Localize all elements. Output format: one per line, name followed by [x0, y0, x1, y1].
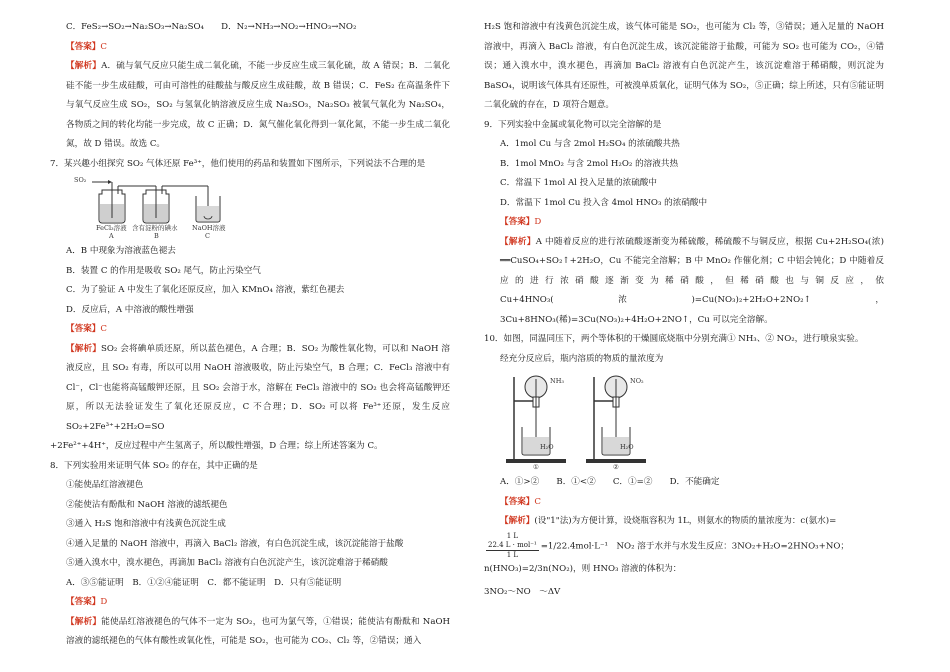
q6-answer — [50, 38, 450, 58]
fraction-top-den: 22.4 L · mol⁻¹ — [488, 540, 537, 549]
q10-answer — [484, 493, 884, 513]
answer-value: C — [100, 41, 107, 52]
label-a: A — [109, 232, 114, 240]
q9-option-d: D．常温下 1mol Cu 投入含 4mol HNO₃ 的浓硝酸中 — [500, 197, 708, 208]
left-column — [50, 18, 450, 652]
q10-stem: 10．如图，同温同压下，两个等体积的干燥圆底烧瓶中分别充满① NH₃、② NO₂，进行喷泉实验。 — [484, 334, 864, 344]
q7-stem: 7．某兴趣小组探究 SO₂ 气体还原 Fe³⁺，他们使用的药品和装置如下图所示，下列说法不合理的是 — [50, 158, 426, 169]
q7-option-a: A．B 中现象为溶液蓝色褪去 — [66, 246, 176, 256]
explanation-tag: 【解析】 — [66, 61, 102, 71]
gas-label-2: NO₂ — [630, 377, 644, 385]
reagent-b: 含有淀粉的碘水 — [132, 224, 178, 232]
q10-equation: 3NO₂～NO ～ΔV — [484, 587, 561, 597]
q7-explanation — [50, 340, 450, 438]
right-column — [484, 18, 884, 603]
q9-option-c: C．常温下 1mol Al 投入足量的浓硫酸中 — [500, 178, 657, 188]
q8-explanation — [50, 613, 450, 652]
q9-stem: 9．下列实验中金属或氧化物可以完全溶解的是 — [484, 119, 662, 130]
answer-tag: 【答案】 — [66, 324, 101, 334]
water-label-2: H₂O — [620, 443, 634, 451]
q10-formula-line — [484, 532, 884, 560]
q6-options-cd: C．FeS₂→SO₂→Na₂SO₃→Na₂SO₄ D．N₂→NH₃→NO₂→HNO₃→NO₂ — [66, 22, 357, 32]
q8-item-3: ③通入 H₂S 饱和溶液中有浅黄色沉淀生成 — [66, 519, 226, 529]
label-c: C — [205, 232, 210, 240]
q10-stem-cont: 经充分反应后，瓶内溶质的物质的量浓度为 — [500, 353, 664, 364]
q10-options: A．①>② B．①<② C．①=② D．不能确定 — [500, 477, 720, 487]
answer-value: C — [534, 496, 541, 507]
q7-apparatus-figure — [74, 176, 450, 238]
q8-item-4: ④通入足量的 NaOH 溶液中，再滴入 BaCl₂ 溶液，有白色沉淀生成，该沉淀能溶于盐酸 — [66, 538, 404, 549]
figure-number-2: ② — [613, 463, 619, 471]
q8-answer — [50, 593, 450, 613]
q7-option-b: B．装置 C 的作用是吸收 SO₂ 尾气，防止污染空气 — [66, 265, 261, 276]
explanation-text: (设"1"法)为方便计算，设烧瓶容积为 1L，则氨水的物质的量浓度为：c(氨水)= — [534, 516, 837, 526]
q7-option-d: D．反应后，A 中溶液的酸性增强 — [66, 304, 194, 315]
gas-label-1: NH₃ — [550, 377, 564, 385]
answer-tag: 【答案】 — [66, 597, 101, 607]
explanation-text: A 中随着反应的进行浓硫酸逐渐变为稀硫酸，稀硫酸不与铜反应，根据 Cu+2H₂SO₄(浓) ══CuSO₄+SO₂↑+2H₂O，Cu 不能完全溶解；B 中 MnO₂ 作催化剂；C 中铝会钝化；D 中随着反应的进行浓硝酸逐渐变为稀硝酸，但稀硝酸也与铜反应，依 Cu+4HNO₃(浓)=Cu(NO₃)₂+2H₂O+2NO₂↑，3Cu+8HNO₃(稀)=3Cu(NO₃)₂+4H₂O+2NO↑，Cu 可以完全溶解。 — [500, 236, 884, 325]
explanation-tag: 【解析】 — [500, 516, 535, 526]
answer-tag: 【答案】 — [500, 496, 535, 507]
q8-stem: 8．下列实验用来证明气体 SO₂ 的存在，其中正确的是 — [50, 460, 258, 471]
formula-text: =1/22.4mol·L⁻¹ NO₂ 溶于水并与水发生反应：3NO₂+H₂O=2HNO₃+NO； — [540, 541, 849, 551]
q7-answer — [50, 320, 450, 340]
answer-value: C — [100, 324, 107, 334]
explanation-tag: 【解析】 — [500, 236, 536, 247]
concentration-fraction — [486, 532, 539, 560]
explanation-tag: 【解析】 — [66, 343, 101, 354]
q10-explanation — [484, 512, 884, 532]
figure-number-1: ① — [533, 463, 539, 471]
q7-explanation-cont: +2Fe²⁺+4H⁺，反应过程中产生氢离子，所以酸性增强，D 合理；综上所述答案为 C。 — [50, 441, 383, 451]
q6-explanation — [50, 57, 450, 155]
q8-options: A．③⑤能证明 B．①②④能证明 C．都不能证明 D．只有⑤能证明 — [66, 577, 342, 588]
fraction-bottom: 1 L — [506, 550, 519, 559]
q9-option-a: A．1mol Cu 与含 2mol H₂SO₄ 的浓硫酸共热 — [500, 139, 680, 149]
fraction-top — [486, 532, 539, 551]
reagent-a: FeCl₃溶液 — [96, 224, 127, 232]
water-label-1: H₂O — [540, 443, 554, 451]
q8-explanation-cont: H₂S 饱和溶液中有浅黄色沉淀生成，该气体可能是 SO₂，也可能为 Cl₂ 等，③错误；通入足量的 NaOH 溶液中，再滴入 BaCl₂ 溶液，有白色沉淀生成，该沉淀能溶于盐酸，可能为 SO₂ 也可能为 CO₂，④错误；通入溴水中，溴水褪色，再滴加 BaCl₂ 溶液有白色沉淀产生，该沉淀难溶于稀硝酸，则沉淀为 BaSO₄，说明该气体具有还原性，可被溴单质氧化，证明气体为 SO₂，⑤正确；综上所述，只有⑤能证明二氧化硫的存在，D 项符合题意。 — [484, 22, 884, 110]
explanation-text: 能使品红溶液褪色的气体不一定为 SO₂，也可为氯气等，①错误；能使沾有酚酞和 NaOH 溶液的滤纸褪色的气体有酸性或氧化性，可能是 SO₂，也可能为 CO₂、Cl₂ 等，②错误；通入 — [66, 616, 450, 646]
q7-option-c: C．为了验证 A 中发生了氧化还原反应，加入 KMnO₄ 溶液，紫红色褪去 — [66, 285, 345, 295]
explanation-text: A．硫与氧气反应只能生成二氧化硫，不能一步反应生成三氧化硫，故 A 错误；B．二氧化硅不能一步生成硅酸，可由可溶性的硅酸盐与酸反应生成硅酸，故 B 错误；C．FeS₂ 在高温条件下与氧气反应生成 SO₂，SO₂ 与氢氧化钠溶液反应生成 Na₂SO₃，Na₂SO₃ 被氧气氧化为 Na₂SO₄，各物质之间的转化均能一步完成，故 C 正确；D．氮气催化氧化得到一氧化氮，不能一步生成二氧化氮，故 D 错误。故选 C。 — [66, 61, 450, 149]
q10-explanation-cont: n(HNO₃)=2/3n(NO₂)，则 HNO₃ 溶液的体积为： — [484, 563, 682, 574]
q8-item-1: ①能使品红溶液褪色 — [66, 480, 144, 490]
q10-fountain-figure — [500, 371, 884, 469]
fountain-drawing — [500, 371, 660, 469]
fraction-top-num: 1 L — [506, 531, 519, 540]
answer-value: D — [534, 217, 542, 227]
answer-value: D — [100, 597, 108, 607]
explanation-text: SO₂ 会将碘单质还原，所以蓝色褪色，A 合理；B．SO₂ 为酸性氧化物，可以和 NaOH 溶液反应，且 SO₂ 有毒，所以可以用 NaOH 溶液吸收，防止污染空气，B 合理；C．FeCl₃ 溶液中有 Cl⁻，Cl⁻也能将高锰酸钾还原，且 SO₂ 会溶于水，溶解在 FeCl₃ 溶液中的 SO₂ 也会将高锰酸钾还原，所以无法验证发生了氧化还原反应，C 不合理；D．SO₂ 可以将 Fe³⁺还原，发生反应 SO₂+2Fe³⁺+2H₂O=SO — [66, 343, 450, 432]
reagent-c: NaOH溶液 — [192, 224, 226, 232]
label-b: B — [154, 232, 159, 240]
gas-label: SO₂ — [74, 176, 87, 184]
answer-tag: 【答案】 — [66, 41, 101, 52]
q8-item-2: ②能使沾有酚酞和 NaOH 溶液的滤纸褪色 — [66, 499, 228, 510]
q8-item-5: ⑤通入溴水中，溴水褪色，再滴加 BaCl₂ 溶液有白色沉淀产生，该沉淀难溶于稀硝酸 — [66, 558, 388, 568]
answer-tag: 【答案】 — [500, 217, 535, 227]
q9-explanation — [484, 233, 884, 331]
q9-answer — [484, 213, 884, 233]
q9-option-b: B．1mol MnO₂ 与含 2mol H₂O₂ 的溶液共热 — [500, 158, 679, 169]
explanation-tag: 【解析】 — [66, 616, 102, 627]
